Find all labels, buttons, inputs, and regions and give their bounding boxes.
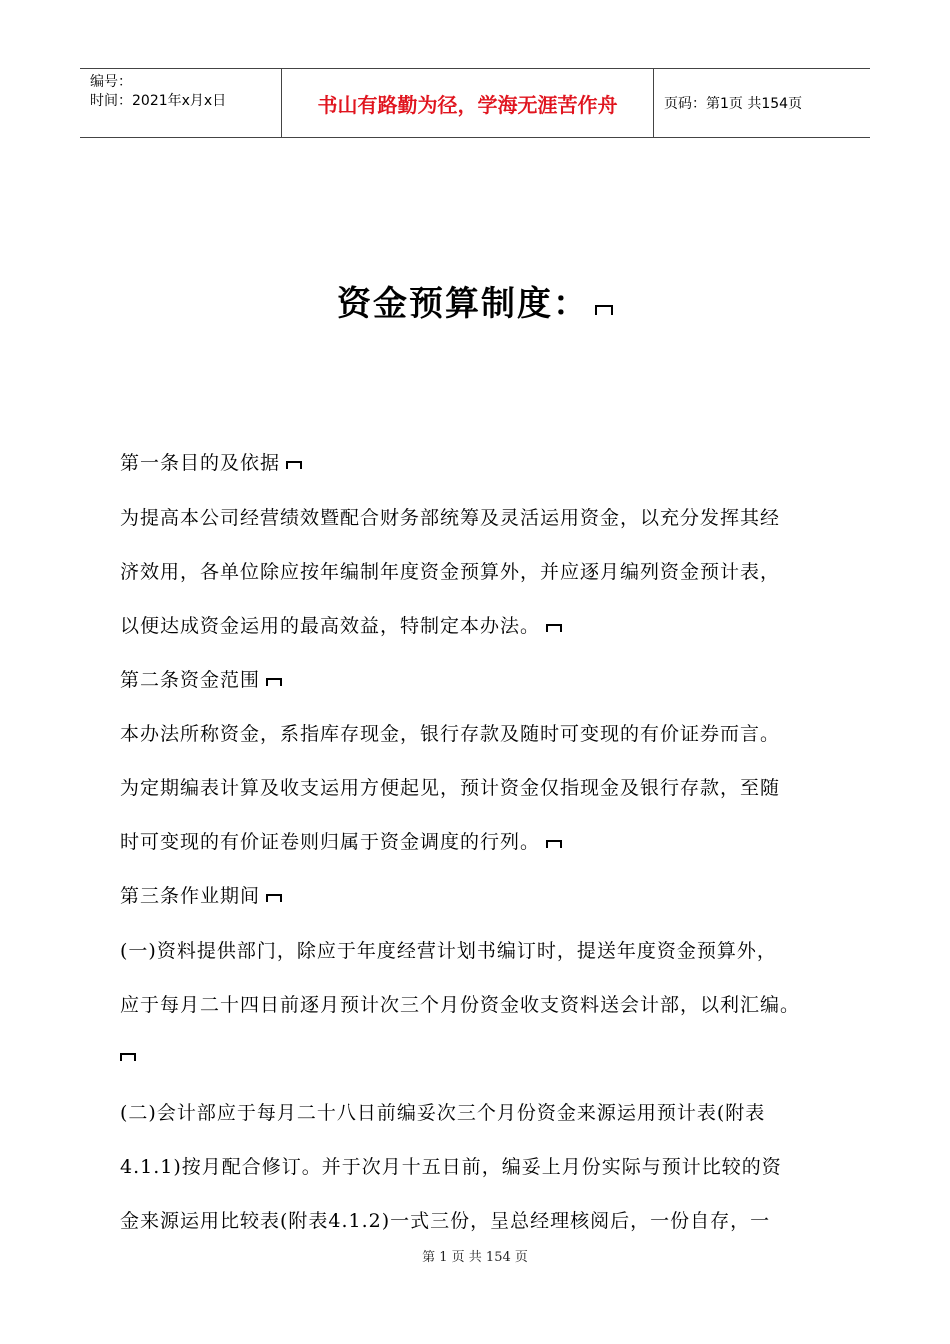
paragraph-mark-icon <box>120 1053 136 1061</box>
document-time-label: 时间：2021年x月x日 <box>90 93 227 109</box>
line-text: 4.1.1)按月配合修订。并于次月十五日前，编妥上月份实际与预计比较的资 <box>120 1156 782 1178</box>
line-text: 为提高本公司经营绩效暨配合财务部统筹及灵活运用资金，以充分发挥其经 <box>120 507 781 529</box>
body-line <box>120 827 865 854</box>
line-text: (一)资料提供部门，除应于年度经营计划书编订时，提送年度资金预算外， <box>120 940 777 962</box>
document-title-text: 资金预算制度： <box>337 284 589 324</box>
paragraph-mark-icon <box>595 305 613 315</box>
body-line <box>120 990 865 1017</box>
body-line <box>120 503 865 530</box>
line-text: 济效用，各单位除应按年编制年度资金预算外，并应逐月编列资金预计表， <box>120 561 781 583</box>
document-title <box>0 276 950 325</box>
line-text: 第二条资金范围 <box>120 669 261 691</box>
body-line <box>120 1206 865 1233</box>
section-heading <box>120 448 865 475</box>
header-info-cell <box>80 69 282 137</box>
paragraph-mark-icon <box>266 678 282 686</box>
header-motto-cell <box>282 69 654 137</box>
paragraph-mark-icon <box>286 461 302 469</box>
body-line <box>120 1044 865 1066</box>
body-line <box>120 719 865 746</box>
body-line <box>120 611 865 638</box>
section-heading <box>120 881 865 908</box>
header-table <box>80 68 870 138</box>
page-footer: 第 1 页 共 154 页 <box>422 1250 528 1265</box>
paragraph-mark-icon <box>546 624 562 632</box>
motto-text: 书山有路勤为径，学海无涯苦作舟 <box>317 92 618 117</box>
line-text: 第三条作业期间 <box>120 885 261 907</box>
paragraph-mark-icon <box>266 894 282 902</box>
line-text: 本办法所称资金，系指库存现金，银行存款及随时可变现的有价证券而言。 <box>120 723 781 745</box>
body-line <box>120 936 865 963</box>
line-text: 为定期编表计算及收支运用方便起见，预计资金仅指现金及银行存款，至随 <box>120 777 781 799</box>
body-line <box>120 1152 865 1179</box>
body-line <box>120 557 865 584</box>
line-text: (二)会计部应于每月二十八日前编妥次三个月份资金来源运用预计表(附表 <box>120 1102 766 1124</box>
header-page-cell <box>654 69 870 137</box>
body-line <box>120 773 865 800</box>
line-text: 金来源运用比较表(附表4.1.2)一式三份，呈总经理核阅后，一份自存，一 <box>120 1210 771 1232</box>
page-code: 页码：第1页 共154页 <box>664 96 803 112</box>
paragraph-mark-icon <box>546 840 562 848</box>
line-text: 时可变现的有价证卷则归属于资金调度的行列。 <box>120 831 541 853</box>
line-text: 第一条目的及依据 <box>120 452 281 474</box>
section-heading <box>120 665 865 692</box>
line-text: 应于每月二十四日前逐月预计次三个月份资金收支资料送会计部，以利汇编。 <box>120 994 801 1016</box>
line-text: 以便达成资金运用的最高效益，特制定本办法。 <box>120 615 541 637</box>
body-line <box>120 1098 865 1125</box>
document-number-label: 编号： <box>90 74 132 90</box>
